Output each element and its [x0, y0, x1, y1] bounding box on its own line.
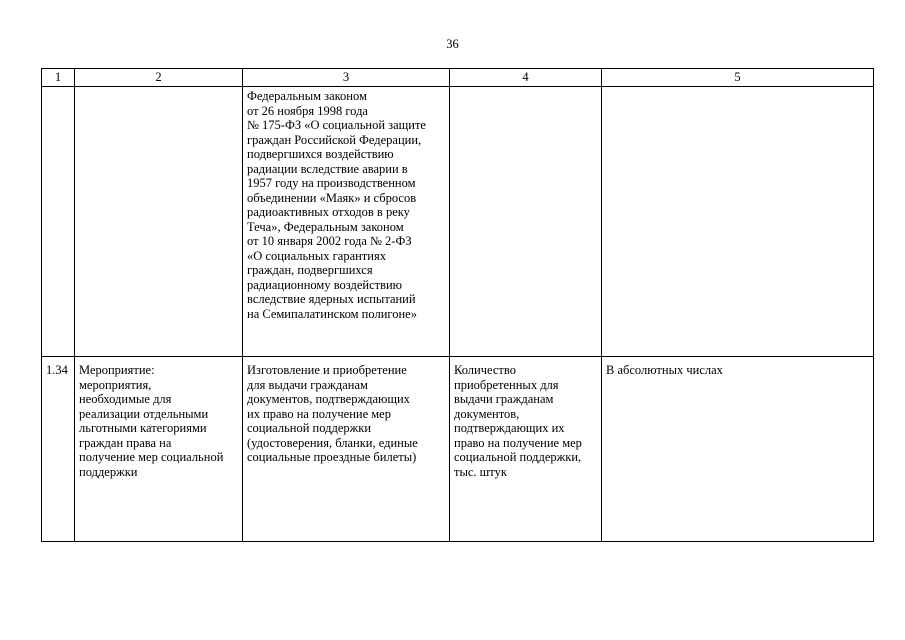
cell-text-line: «О социальных гарантиях [247, 248, 386, 263]
table-cell [243, 87, 450, 357]
cell-text-line: Изготовление и приобретение [247, 363, 407, 377]
cell-text-line: социальной поддержки, [454, 450, 582, 464]
cell-text-line: реализации отдельными [79, 406, 209, 421]
cell-text-line: Теча», Федеральным законом [247, 219, 404, 234]
cell-text-line: от 26 ноября 1998 года [247, 103, 368, 118]
cell-text-line: необходимые для [79, 392, 172, 406]
cell-text-line: документов, подтверждающих [247, 392, 410, 406]
cell-text-line: Количество [454, 363, 516, 377]
cell-text-line: для выдачи гражданам [247, 377, 368, 392]
cell-text-line: поддержки [79, 464, 138, 479]
cell-text-line: подтверждающих их [454, 421, 565, 435]
cell-text-line: 1957 году на производственном [247, 176, 416, 190]
table-header-row [42, 69, 874, 87]
cell-text-line: радиационному воздействию [247, 277, 403, 292]
cell-text-line: (удостоверения, бланки, единые [247, 435, 418, 450]
cell-text-line: тыс. штук [454, 464, 507, 479]
cell-text-line: выдачи гражданам [454, 392, 554, 406]
column-header: 5 [602, 69, 874, 87]
cell-text-line: подвергшихся воздействию [247, 147, 394, 161]
cell-text-line: граждан права на [79, 435, 172, 450]
column-header: 3 [243, 69, 450, 87]
cell-text-line: № 175-ФЗ «О социальной защите [247, 118, 426, 132]
cell-text-line: объединении «Маяк» и сбросов [247, 190, 417, 205]
column-header: 1 [42, 69, 75, 87]
column-header: 4 [450, 69, 602, 87]
cell-text-line: льготными категориями [79, 421, 207, 435]
cell-text-line: Федеральным законом [247, 89, 367, 103]
table-cell [42, 87, 75, 357]
table-cell [450, 357, 602, 542]
cell-text-line: социальной поддержки [247, 421, 372, 435]
cell-text-line: на Семипалатинском полигоне» [247, 306, 417, 321]
cell-text-line: мероприятия, [79, 377, 152, 392]
table-cell [42, 357, 75, 542]
cell-text-line: Мероприятие: [79, 363, 155, 377]
cell-text-line: от 10 января 2002 года № 2-ФЗ [247, 234, 412, 248]
page-number: 36 [446, 37, 459, 51]
cell-text-line: право на получение мер [454, 435, 582, 450]
column-header: 2 [75, 69, 243, 87]
cell-text-line: вследствие ядерных испытаний [247, 292, 416, 306]
cell-text-line: радиоактивных отходов в реку [247, 205, 410, 219]
cell-text-line: 1.34 [46, 363, 68, 377]
cell-text-line: социальные проездные билеты) [247, 450, 417, 464]
table-row [42, 357, 874, 542]
table-cell [602, 87, 874, 357]
table-row [42, 87, 874, 357]
cell-text-line: документов, [454, 406, 520, 421]
cell-text-line: граждан, подвергшихся [247, 263, 373, 277]
cell-text-line: граждан Российской Федерации, [247, 132, 422, 147]
cell-text-line: получение мер социальной [79, 450, 224, 464]
cell-text-line: приобретенных для [454, 377, 559, 392]
table-cell [243, 357, 450, 542]
table-cell [602, 357, 874, 542]
cell-text-line: радиации вследствие аварии в [247, 161, 408, 176]
cell-text-line: В абсолютных числах [606, 363, 723, 377]
table-cell [450, 87, 602, 357]
cell-text-line: их право на получение мер [247, 406, 391, 421]
data-table [41, 68, 874, 542]
table-cell [75, 87, 243, 357]
table-cell [75, 357, 243, 542]
